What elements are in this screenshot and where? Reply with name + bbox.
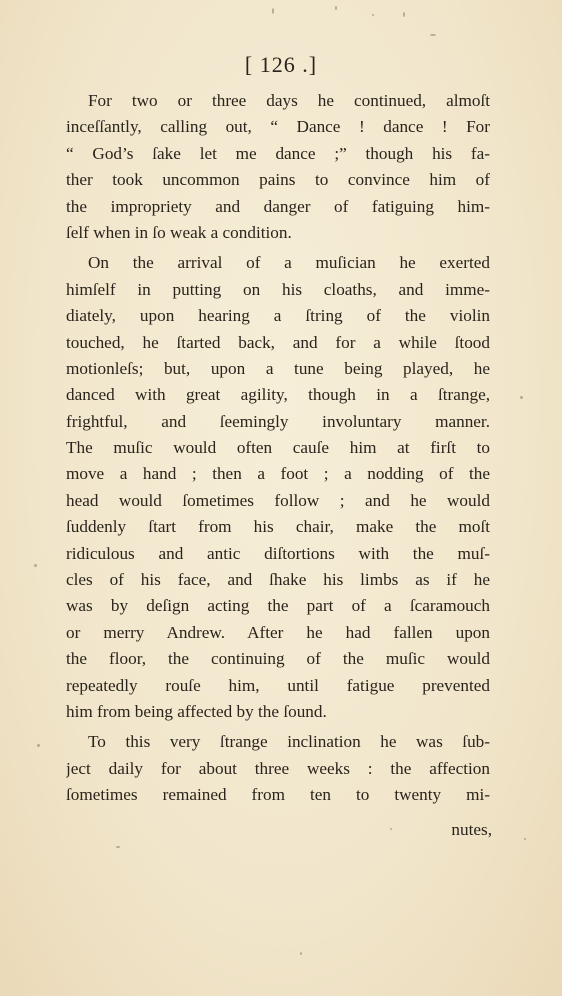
page-number: [ 126 .] [244,52,318,77]
text-line: the impropriety and danger of fatiguing him- [66,196,490,216]
text-line: was by deſign acting the part of a ſcaramouch [66,596,490,616]
text-line: ject daily for about three weeks : the affection [66,758,490,778]
ink-speck [403,12,405,17]
text-line: or merry Andrew. After he had fallen upon [66,622,490,642]
text-line: frightful, and ſeemingly involuntary manner. [66,411,490,431]
text-line: ſuddenly ſtart from his chair, make the moſt [66,517,490,537]
ink-speck [372,14,374,16]
text-line: danced with great agility, though in a ſtrange, [66,385,490,405]
text-line: “ God’s ſake let me dance ;” though his fa- [66,143,490,163]
text-line: The muſic would often cauſe him at firſt to [66,438,490,458]
text-line: ſometimes remained from ten to twenty mi- [66,785,490,805]
text-line: To this very ſtrange inclination he was ſub- [88,732,490,752]
text-line: ſelf when in ſo weak a condition. [66,222,292,242]
text-line: move a hand ; then a foot ; a nodding of the [66,464,490,484]
text-line: ridiculous and antic diſtortions with the muſ- [66,543,490,563]
ink-speck [116,846,120,848]
text-line: ther took uncommon pains to convince him of [66,170,490,190]
text-line: cles of his face, and ſhake his limbs as if he [66,570,490,590]
ink-speck [430,34,436,36]
text-line: him from being affected by the ſound. [66,701,327,721]
text-line: repeatedly rouſe him, until fatigue prevented [66,675,490,695]
text-line: the floor, the continuing of the muſic would [66,649,490,669]
text-line: head would ſometimes follow ; and he would [66,490,490,510]
text-line: inceſſantly, calling out, “ Dance ! dance ! For [66,117,490,137]
text-line: diately, upon hearing a ſtring of the violin [66,306,490,326]
ink-speck [34,564,37,567]
ink-speck [390,828,392,830]
ink-speck [300,952,302,955]
catchword: nutes, [451,820,492,839]
ink-speck [272,8,274,14]
text-line: For two or three days he continued, almoſt [88,91,490,110]
body-text [66,88,490,809]
ink-speck [335,6,337,10]
text-line: himſelf in putting on his cloaths, and imme- [66,279,490,299]
ink-speck [520,396,523,399]
ink-speck [524,838,526,840]
text-line: On the arrival of a muſician he exerted [88,253,490,273]
text-line: motionleſs; but, upon a tune being played, he [66,358,490,378]
ink-speck [37,744,40,747]
text-line: touched, he ſtarted back, and for a while ſtood [66,332,490,352]
